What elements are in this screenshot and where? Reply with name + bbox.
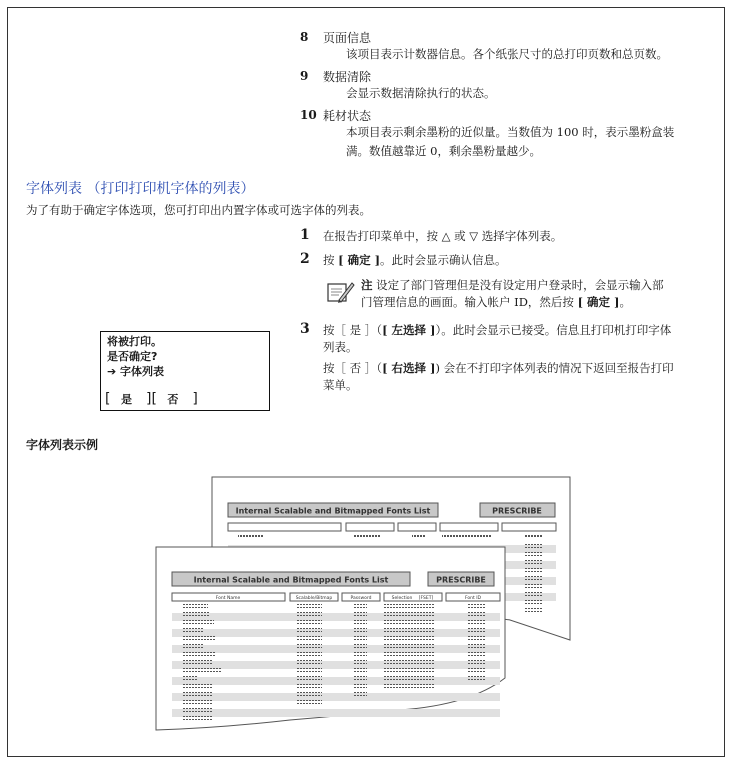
item-9-desc: 会显示数据清除执行的状态。 [346,86,496,100]
item-8-desc: 该项目表示计数器信息。各个纸张尺寸的总打印页数和总页数。 [346,47,668,61]
lcd-softkeys: [ 是 ][ 否 ] [105,391,198,407]
example-label: 字体列表示例 [26,438,99,452]
back-page-title: Internal Scalable and Bitmapped Fonts List [235,506,431,516]
front-page-title: Internal Scalable and Bitmapped Fonts List [193,575,389,585]
step-2-number: 2 [300,251,310,267]
step-3-line-2: 列表。 [323,340,358,354]
item-9-number: 9 [300,69,309,83]
col-fset: [FSET] [418,596,434,601]
col-scalable: Scalable/Bitmap [295,596,333,601]
lcd-line-3: ➔ 字体列表 [107,365,165,378]
front-page [156,547,505,730]
step-3-line-4: 菜单。 [323,378,358,392]
font-list-sample-illustration [150,470,580,735]
step-3-line-3: 按［ 否 ］（[ 右选择 ]) 会在不打印字体列表的情况下返回至报告打印 [323,361,674,375]
note-line-2: 门管理信息的画面。输入帐户 ID，然后按 [ 确定 ]。 [361,295,631,309]
section-intro: 为了有助于确定字体选项，您可打印出内置字体或可选字体的列表。 [26,203,371,217]
step-2-text: 按 [ 确定 ]。此时会显示确认信息。 [323,253,507,267]
lcd-line-2: 是否确定? [107,350,158,363]
back-page-brand: PRESCRIBE [492,506,542,516]
step-3-line-1: 按［ 是 ］（[ 左选择 ]）。此时会显示已接受。信息且打印机打印字体 [323,323,672,337]
step-1-text: 在报告打印菜单中，按 △ 或 ▽ 选择字体列表。 [323,229,563,243]
item-10-title: 耗材状态 [323,109,372,123]
item-8-title: 页面信息 [323,31,372,45]
front-page-brand: PRESCRIBE [436,575,486,585]
lcd-yes-key[interactable]: 是 [120,393,132,406]
col-font-id: Font ID [464,596,482,601]
col-selection: Selection [391,596,413,601]
note-line-1: 注 设定了部门管理但是没有设定用户登录时，会显示输入部 [361,278,664,292]
step-1-number: 1 [300,227,310,243]
col-font-name: Font Name [215,596,241,601]
col-password: Password [350,596,372,601]
step-3-number: 3 [300,321,310,337]
item-10-desc-line1: 本项目表示剩余墨粉的近似量。当数值为 100 时，表示墨粉盒装 [346,125,675,139]
item-8-number: 8 [300,30,309,44]
lcd-no-key[interactable]: 否 [167,393,179,406]
note-pencil-icon [325,280,355,304]
item-10-number: 10 [300,108,317,122]
section-heading: 字体列表 （打印打印机字体的列表） [26,181,255,197]
lcd-line-1: 将被打印。 [107,335,162,348]
lcd-display [100,331,270,411]
item-10-desc-line2: 满。数值越靠近 0，剩余墨粉量越少。 [346,144,541,158]
item-9-title: 数据清除 [323,70,372,84]
